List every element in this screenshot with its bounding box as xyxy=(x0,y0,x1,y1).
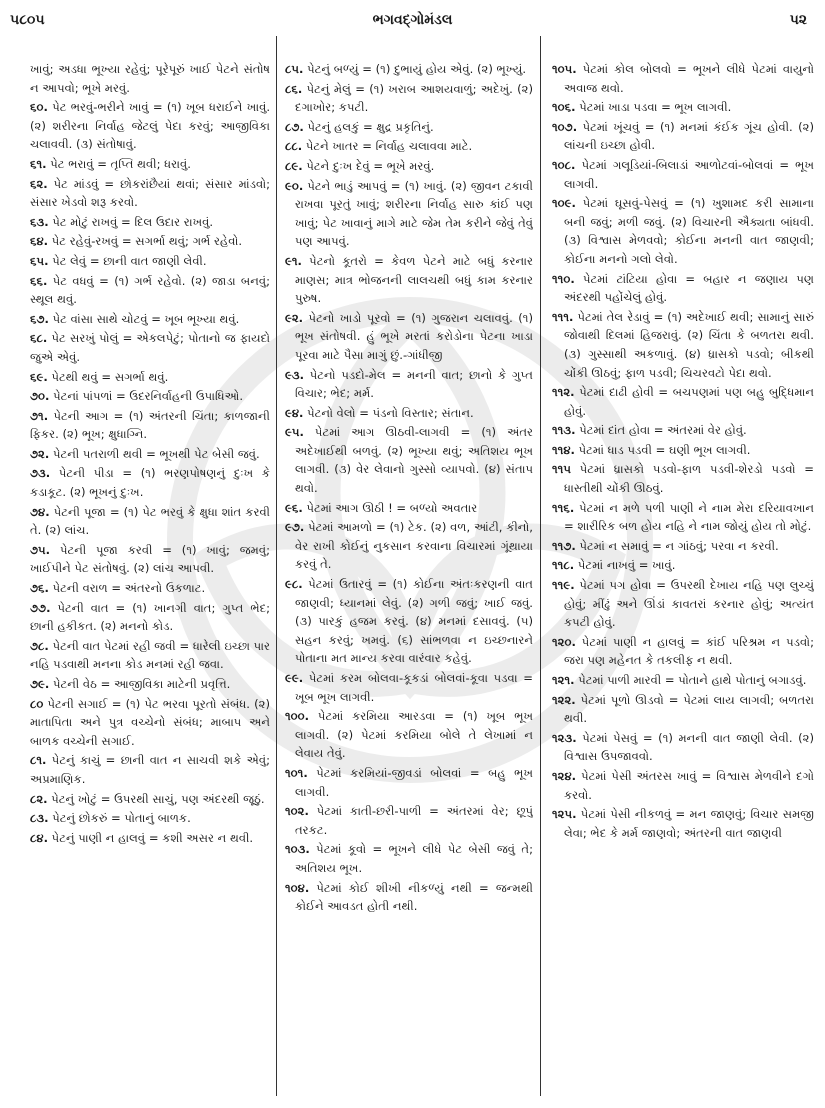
entry-text: પેટનો વેલો = પંડનો વિસ્તાર; સંતાન. xyxy=(307,405,474,420)
entry-text: પેટનો કૂતરો = કેવળ પેટને માટે બધું કરનાર માણસ; માત્ર ભોજનની લાલચથી બધું કામ કરનાર પુરુષ. xyxy=(295,253,533,306)
entry-text: પેટ વધવું = (૧) ગર્ભ રહેવો. (૨) જાડા બનવું; સ્થૂલ થવું. xyxy=(30,273,270,307)
entry-text: પેટમાં ટાંટિયા હોવા = બહાર ન જણાય પણ અંદરથી પહોંચેલું હોવું. xyxy=(564,271,814,305)
entry-text: પેટમાં દાઢી હોવી = બચપણમાં પણ બહુ બુદ્ધિમાન હોવું. xyxy=(564,385,814,418)
dictionary-entry xyxy=(552,118,814,155)
dictionary-entry xyxy=(30,213,270,232)
entry-text: પેટ માંડવું = છોકરાંછૈયાં થવાં; સંસાર માંડવો; સંસાર ખેડવો શરૂ કરવો. xyxy=(30,176,270,210)
entry-number: ૧૦૪. xyxy=(285,880,310,895)
entry-number: ૭૬. xyxy=(30,581,49,596)
dictionary-entry xyxy=(285,80,533,117)
entry-text: પેટમાં ખૂંચવું = (૧) મનમાં કંઈક ગૂંચ હોવી. (૨) લાંચની ઇચ્છા હોવી. xyxy=(564,119,814,153)
entry-text: પેટમાં દાંત હોવા = અંતરમાં વેર હોવું. xyxy=(579,423,747,438)
entry-text: પેટમાં તેલ રેડાવું = (૧) અદેખાઈ થવી; સામાનું સારું જોવાથી દિલમાં હિજરાવું. (૨) ચિંતા કે બળતરા થવી. (૩) ગુસ્સાથી અકળાવું. (૪) ધ્રાસકો પડવો; બીકથી ચોંકી ઊઠવું; ફાળ પડવી; ચિચરવટો પેદા થવો. xyxy=(564,309,814,380)
entry-text: પેટમાં ઘૂસવું-પેસવું = (૧) ખુશામદ કરી સામાના બની જવું; મળી જવું. (૨) વિચારની ઐક્યતા બાંધવી. (૩) વિશ્વાસ મેળવવો; કોઈના મનની વાત જાણવી; કોઈના મનનો ગલો લેવો. xyxy=(564,196,814,266)
dictionary-entry xyxy=(285,802,533,839)
dictionary-entry xyxy=(30,503,270,540)
dictionary-entry xyxy=(552,633,814,670)
entry-number: ૬૮. xyxy=(30,331,48,346)
guide-word: પ૨ xyxy=(789,12,807,28)
entry-number: ૭૧. xyxy=(30,408,49,423)
entry-number: ૬૩. xyxy=(30,214,49,229)
entry-number: ૭૮. xyxy=(30,638,49,653)
entry-text: પેટમાં કરમ બોલવા-કૂકડાં બોલવાં-કૂવા પડવા = ખૂબ ભૂખ લાગવી. xyxy=(295,671,533,704)
dictionary-entry xyxy=(552,499,814,536)
entry-text: પેટમાં ન સમાવું = ન ગાંઠવું; પરવા ન કરવી. xyxy=(579,538,779,553)
entry-number: ૭૨. xyxy=(30,446,50,461)
entry-number: ૮૯. xyxy=(285,158,303,173)
dictionary-entry xyxy=(552,576,814,632)
entry-text: પેટમાં નાખવું = ખાવું. xyxy=(577,558,676,573)
dictionary-entry xyxy=(552,556,814,575)
dictionary-entry xyxy=(30,98,270,154)
dictionary-columns xyxy=(0,60,825,1100)
entry-text: પેટનું છોકરું = પોતાનું બાળક. xyxy=(52,811,191,826)
dictionary-entry xyxy=(30,60,270,97)
entry-number: ૭૪. xyxy=(30,504,50,519)
entry-number: ૬૭. xyxy=(30,311,49,326)
entry-text: પેટ રહેવું-રખવું = સગર્ભા થવું; ગર્ભ રહેવો. xyxy=(51,234,243,249)
dictionary-entry xyxy=(30,751,270,788)
dictionary-entry xyxy=(285,518,533,574)
entry-number: ૧૨૨. xyxy=(552,692,576,707)
dictionary-entry xyxy=(30,252,270,271)
entry-number: ૯૫. xyxy=(285,425,304,440)
entry-number: ૬૪. xyxy=(30,234,49,249)
dictionary-entry xyxy=(285,309,533,365)
dictionary-entry xyxy=(285,669,533,706)
dictionary-entry xyxy=(552,383,814,420)
entry-number: ૯૮. xyxy=(285,577,303,592)
entry-number: ૧૧૨. xyxy=(552,385,575,400)
entry-text: પેટની પતરાળી થવી = ભૂખથી પેટ બેસી જવું. xyxy=(52,446,260,461)
dictionary-entry xyxy=(552,441,814,460)
entry-number: ૧૧૧. xyxy=(552,309,574,324)
entry-number: ૯૯. xyxy=(285,671,304,685)
dictionary-entry xyxy=(30,310,270,329)
entry-text: પેટમાં કરમિયાં-જીવડાં બોલવાં = બહુ ભૂખ લાગવી. xyxy=(295,765,533,799)
dictionary-entry xyxy=(285,60,533,79)
entry-text: પેટની વાત = (૧) ખાનગી વાત; ગુપ્ત ભેદ; છાની હકીકત. (૨) મનનો કોડ. xyxy=(30,600,270,634)
dictionary-entry xyxy=(30,695,270,751)
entry-number: ૬૫. xyxy=(30,253,49,268)
dictionary-entry xyxy=(552,156,814,193)
entry-number: ૯૭. xyxy=(285,520,305,535)
entry-number: ૧૧૫ xyxy=(552,462,571,477)
entry-number: ૧૧૪. xyxy=(552,442,575,457)
entry-number: ૮૮. xyxy=(285,139,303,154)
entry-number: ૬૨. xyxy=(30,176,48,191)
entry-number: ૮૦ xyxy=(30,696,44,711)
entry-number: ૧૦૦. xyxy=(285,709,310,724)
entry-number: ૯૧. xyxy=(285,253,302,268)
entry-number: ૧૦૨. xyxy=(285,804,309,819)
entry-number: ૭૯. xyxy=(30,677,50,691)
entry-text: પેટની પૂજા કરવી = (૧) ખાવું; જમવું; ખાઈપીને પેટ સંતોષવું. (૨) લાંચ આપવી. xyxy=(30,542,270,576)
dictionary-entry xyxy=(285,840,533,877)
entry-text: પેટમાં ખાડા પડવા = ભૂખ લાગવી. xyxy=(579,100,732,115)
dictionary-entry xyxy=(552,729,814,766)
page-number: ૫૮૦૫ xyxy=(10,12,45,28)
dictionary-entry xyxy=(30,829,270,848)
entry-text: પેટ સરખું પોલું = એકલપેટું; પોતાનો જ ફાયદો જુએ એવું. xyxy=(30,331,270,364)
entry-text: પેટ મોટું રાખવું = દિલ ઉદાર રાખવું. xyxy=(52,214,214,229)
entry-number: ૧૦૭. xyxy=(552,119,578,134)
entry-number: ૮૨. xyxy=(30,791,48,806)
entry-text: પેટમાં પેસી નીકળવું = મન જાણવું; વિચાર સમજી લેવા; ભેદ કે મર્મ જાણવો; અંતરની વાત જાણવી xyxy=(564,807,814,840)
entry-text: પેટમાં ન મળે પળી પાણી ને નામ મેરા દરિયાવખાન = શારીરિક બળ હોય નહિ ને નામ જોયું હોય તો મોટું. xyxy=(564,500,814,534)
dictionary-entry xyxy=(30,155,270,174)
entry-number: ૬૯. xyxy=(30,369,48,384)
entry-text: પેટનું પાણી ન હાલવું = કશી અસર ન થવી. xyxy=(51,830,254,845)
entry-number: ૮૬. xyxy=(285,81,303,96)
entry-text: પેટની સગાઈ = (૧) પેટ ભરવા પૂરતો સંબંધ. (૨) માતાપિતા અને પુત્ર વચ્ચેનો સંબંધ; માબાપ અને બાળક વચ્ચેની સગાઈ. xyxy=(30,696,270,748)
entry-number: ૮૩. xyxy=(30,811,49,826)
dictionary-entry xyxy=(30,790,270,809)
entry-number: ૭૦. xyxy=(30,389,50,404)
entry-number: ૬૬. xyxy=(30,273,48,288)
entry-number: ૧૨૩. xyxy=(552,730,577,745)
dictionary-entry xyxy=(30,407,270,444)
entry-text: પેટની વરાળ = અંતરનો ઉકળાટ. xyxy=(52,581,206,596)
dictionary-entry xyxy=(30,599,270,636)
dictionary-entry xyxy=(552,767,814,804)
entry-number: ૧૦૮. xyxy=(552,157,576,172)
entry-text: પેટની પૂજા = (૧) પેટ ભરવું કે ક્ષુધા શાંત કરવી તે. (૨) લાંચ. xyxy=(30,504,270,538)
entry-text: પેટમાં ગલૂડિયાં-બિલાડાં આળોટવાં-બોલવાં = ભૂખ લાગવી. xyxy=(564,157,814,191)
entry-text: પેટનું બળ્યું = (૧) દુભાયું હોય એવું. (૨) ભૂખ્યું. xyxy=(307,62,527,76)
page-header xyxy=(0,10,825,34)
entry-text: પેટમાં કૂવો = ભૂખને લીધે પેટ બેસી જવું તે; અતિશય ભૂખ. xyxy=(295,842,533,875)
dictionary-entry xyxy=(552,805,814,842)
entry-number: ૧૨૫. xyxy=(552,807,577,822)
entry-text: પેટની પીડા = (૧) ભરણપોષણનું દુઃખ કે કડાકૂટ. (૨) ભૂખનું દુઃખ. xyxy=(30,466,270,500)
entry-text: પેટનું મેલું = (૧) ખરાબ આશયવાળું; અદેખું. (૨) દગાખોર; કપટી. xyxy=(295,81,533,115)
entry-text: પેટમાં ધ્રાસકો પડવો-ફાળ પડવી-શેરડો પડવો = ધાસ્તીથી ચોંકી ઊઠવું. xyxy=(564,462,814,496)
entry-number: ૧૦૬. xyxy=(552,100,576,115)
dictionary-entry xyxy=(30,445,270,464)
entry-number: ૧૦૫. xyxy=(552,62,577,76)
dictionary-entry xyxy=(285,137,533,156)
dictionary-entry xyxy=(552,60,814,97)
entry-number: ૧૧૮. xyxy=(552,558,575,573)
column-left xyxy=(30,60,270,1100)
entry-text: પેટની વેઠ = આજીવિકા માટેની પ્રવૃત્તિ. xyxy=(53,677,231,691)
entry-text: પેટનું કાચું = છાની વાત ન સાચવી શકે એવું; અપ્રમાણિક. xyxy=(30,753,270,786)
entry-text: પેટમાં આગ ઊઠવી-લાગવી = (૧) અંતર અદેખાઈથી બળવું. (૨) ભૂખ્યા થવું; અતિશય ભૂખ લાગવી. (૩) વેર લેવાનો ગુસ્સો વ્યાપવો. (૪) સંતાપ થવો. xyxy=(295,425,533,496)
entry-number: ૯૪. xyxy=(285,405,304,420)
entry-number: ૮૧. xyxy=(30,753,47,768)
column-middle xyxy=(285,60,533,1100)
entry-text: પેટને ખાતર = નિર્વાહ ચલાવવા માટે. xyxy=(305,139,473,154)
entry-text: પેટને ભાડું આપવું = (૧) ખાવું. (૨) જીવન ટકાવી રાખવા પૂરતું ખાવું; શરીરના નિર્વાહ સારુ કાંઈ પણ ખાવું; પેટ ખાવાનું માગે માટે જેમ તેમ કરીને જેવું તેવું પણ આપવું. xyxy=(295,178,533,249)
dictionary-entry xyxy=(552,691,814,728)
entry-text: પેટનું હલકું = ક્ષુદ્ર પ્રકૃતિનું. xyxy=(307,119,434,134)
dictionary-entry xyxy=(285,707,533,763)
entry-number: ૯૬. xyxy=(285,500,303,515)
dictionary-entry xyxy=(552,194,814,268)
dictionary-entry xyxy=(30,675,270,694)
entry-text: પેટમાં કરમિયા આરડવા = (૧) ખૂબ ભૂખ લાગવી. (૨) પેટમાં કરમિયા બોલે તે લેખામાં ન લેવાય તેવું. xyxy=(295,709,533,761)
entry-text: પેટ ભરાવું = તૃપ્તિ થવી; ધરાવું. xyxy=(50,156,191,171)
entry-number: ૮૫. xyxy=(285,62,304,76)
entry-text: પેટથી થવું = સગર્ભા થવું. xyxy=(51,369,169,384)
dictionary-entry xyxy=(552,270,814,307)
entry-number: ૧૦૯. xyxy=(552,196,576,211)
entry-text: પેટ ભરવું-ભરીને ખાવું = (૧) ખૂબ ધરાઈને ખાવું. (૨) શરીરના નિર્વાહ જેટલું પેદા કરવું; આજીવિકા ચલાવવી. (૩) સંતોષાવું. xyxy=(30,100,270,152)
entry-text: ખાવું; અડધા ભૂખ્યા રહેવું; પૂરેપૂરું ખાઈ પેટને સંતોષ ન આપવો; ભૂખે મરવું. xyxy=(30,62,270,95)
entry-number: ૯૦. xyxy=(285,178,304,193)
entry-text: પેટની આગ = (૧) અંતરની ચિંતા; કાળજાની ફિકર. (૨) ભૂખ; ક્ષુધાગ્નિ. xyxy=(30,408,270,442)
entry-number: ૧૨૧. xyxy=(552,673,575,687)
dictionary-entry xyxy=(285,177,533,251)
dictionary-entry xyxy=(552,671,814,690)
entry-text: પેટમાં ધાડ પડવી = ઘણી ભૂખ લાગવી. xyxy=(578,442,751,457)
entry-text: પેટ વાંસા સાથે ચોટવું = ખૂબ ભૂખ્યા થવું. xyxy=(52,311,240,326)
entry-text: પેટનું ખોટું = ઉપરથી સાચું, પણ અંદરથી જૂઠું. xyxy=(51,791,265,806)
entry-text: પેટમાં પૂળો ઊડવો = પેટમાં લાય લાગવી; બળતરા થવી. xyxy=(564,692,814,726)
entry-number: ૧૧૩. xyxy=(552,423,576,438)
entry-number: ૬૦. xyxy=(30,100,48,115)
entry-text: પેટમાં આગ ઊઠી ! = બળ્યો અવતાર xyxy=(306,500,478,515)
entry-text: પેટને દુઃખ દેવું = ભૂખે મરવું. xyxy=(306,158,435,173)
dictionary-entry xyxy=(30,464,270,501)
dictionary-entry xyxy=(30,387,270,406)
entry-number: ૧૧૬. xyxy=(552,500,575,515)
entry-text: પેટનો ખાડો પૂરવો = (૧) ગુજરાન ચલાવવું. (૧) ભૂખ સંતોષવી. હું ભૂખે મરતાં કરોડોના પેટના ખાડા પૂરવા માટે પૈસા માગું છું.-ગાંધીજી xyxy=(295,310,533,362)
dictionary-entry xyxy=(285,118,533,137)
dictionary-entry xyxy=(285,404,533,423)
entry-text: પેટ લેવું = છાની વાત જાણી લેવી. xyxy=(52,253,207,268)
dictionary-entry xyxy=(552,308,814,382)
entry-number: ૧૦૩. xyxy=(285,842,310,857)
dictionary-entry xyxy=(30,637,270,674)
dictionary-entry xyxy=(552,460,814,497)
entry-text: પેટમાં આમળો = (૧) ટેક. (૨) વળ, આંટી, કીનો, વેર રાખી કોઈનું નુકસાન કરવાના વિચારમાં ગૂંથાયા કરવું તે. xyxy=(295,520,533,572)
entry-number: ૬૧. xyxy=(30,156,47,171)
dictionary-entry xyxy=(285,366,533,403)
dictionary-entry xyxy=(30,175,270,212)
column-right xyxy=(552,60,814,1100)
entry-number: ૮૪. xyxy=(30,830,48,845)
entry-number: ૧૨૪. xyxy=(552,768,577,783)
dictionary-entry xyxy=(30,541,270,578)
entry-number: ૯૨. xyxy=(285,310,304,325)
entry-number: ૧૧૦. xyxy=(552,271,575,286)
dictionary-entry xyxy=(285,499,533,518)
dictionary-entry xyxy=(285,764,533,801)
entry-text: પેટમાં પાળી મારવી = પોતાને હાથે પોતાનું બગાડવું. xyxy=(578,673,807,687)
dictionary-entry xyxy=(552,537,814,556)
entry-text: પેટમાં કાતી-છરી-પાળી = અંતરમાં વેર; છૂપું તરકટ. xyxy=(295,804,533,837)
dictionary-entry xyxy=(285,252,533,308)
dictionary-entry xyxy=(30,329,270,366)
entry-number: ૮૭. xyxy=(285,119,304,134)
entry-text: પેટમાં કોલ બોલવો = ભૂખને લીધે પેટમાં વાયુનો અવાજ થવો. xyxy=(564,62,814,95)
entry-text: પેટમાં પેસવું = (૧) મનની વાત જાણી લેવી. (૨) વિશ્વાસ ઉપજાવવો. xyxy=(564,730,814,764)
entry-text: પેટમાં ઉતારવું = (૧) કોઈના અંતઃકરણની વાત જાણવી; ધ્યાનમાં લેવું. (૨) ગળી જવું; ખાઈ જવું. (૩) પારકું હજમ કરવું. (૪) મનમાં દસાવવું. (૫) સહન કરવું; ખમવું. (૬) સાંભળવા ન ઇચ્છનારને પોતાના મત માન્ય કરવા વારંવાર કહેવું. xyxy=(295,577,533,666)
entry-number: ૧૧૭. xyxy=(552,538,576,553)
entry-text: પેટમાં પાણી ન હાલવું = કાંઈ પરિશ્રમ ન પડવો; જરા પણ મહેનત કે તકલીફ ન થવી. xyxy=(564,634,814,668)
entry-number: ૭૩. xyxy=(30,466,51,481)
dictionary-entry xyxy=(30,272,270,309)
entry-text: પેટમાં પગ હોવા = ઉપરથી દેખાય નહિ પણ લુચ્ચું હોવું; મીંઢું અને ઊંડાં કાવતરાં કરનાર હોવું; અત્યંત કપટી હોવું. xyxy=(564,578,814,630)
entry-text: પેટનાં પાંપળાં = ઉદરનિર્વાહની ઉપાધિઓ. xyxy=(53,389,244,404)
dictionary-entry xyxy=(285,879,533,916)
dictionary-entry xyxy=(552,98,814,117)
dictionary-entry xyxy=(285,423,533,497)
entry-number: ૭૫. xyxy=(30,542,51,557)
dictionary-entry xyxy=(285,575,533,668)
entry-text: પેટમાં કોઈ શીખી નીકળ્યું નથી = જન્મથી કોઈને આવડત હોતી નથી. xyxy=(295,880,533,914)
entry-number: ૧૨૦. xyxy=(552,634,576,649)
dictionary-entry xyxy=(285,157,533,176)
entry-number: ૭૭. xyxy=(30,600,51,615)
entry-number: ૧૧૯. xyxy=(552,578,575,593)
entry-number: ૧૦૧. xyxy=(285,765,308,780)
entry-number: ૯૩. xyxy=(285,367,304,382)
entry-text: પેટની વાત પેટમાં રહી જવી = ધારેલી ઇચ્છા પાર નહિ પડવાથી મનના કોડ મનમાં રહી જવા. xyxy=(30,638,270,672)
dictionary-entry xyxy=(30,232,270,251)
dictionary-entry xyxy=(30,809,270,828)
entry-text: પેટમાં પેસી અંતરસ ખાવું = વિશ્વાસ મેળવીને દગો કરવો. xyxy=(564,768,814,802)
dictionary-entry xyxy=(30,579,270,598)
running-title: ભગવદ્ગોમંડલ xyxy=(372,12,453,28)
entry-text: પેટનો પડદો-મેલ = મનની વાત; છાનો કે ગુપ્ત વિચાર; ભેદ; મર્મ. xyxy=(295,367,533,401)
dictionary-entry xyxy=(552,421,814,440)
dictionary-entry xyxy=(30,368,270,387)
